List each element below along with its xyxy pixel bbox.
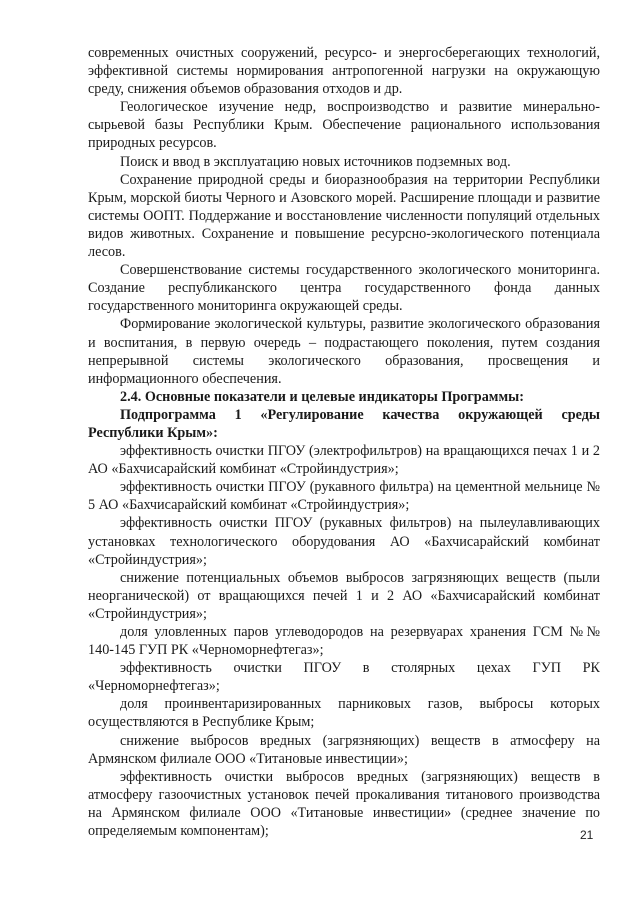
section-heading	[88, 388, 600, 406]
subprogram-heading	[88, 406, 600, 442]
indicator-item: эффективность очистки ПГОУ (электрофильтров) на вращающихся печах 1 и 2 АО «Бахчисарайский комбинат «Стройиндустрия»;	[88, 443, 600, 478]
paragraph: Геологическое изучение недр, воспроизводство и развитие минерально-сырьевой базы Республики Крым. Обеспечение рационального использования природных ресурсов.	[88, 99, 600, 152]
paragraph: Совершенствование системы государственного экологического мониторинга. Создание республиканского центра государственного фонда данных государственного мониторинга окружающей среды.	[88, 262, 600, 315]
indicator-item: эффективность очистки выбросов вредных (загрязняющих) веществ в атмосферу газоочистных установок печей прокаливания титанового производства на Армянском филиале ООО «Титановые инвестиции» (среднее значение по определяемым компонентам);	[88, 768, 600, 840]
indicator-item: доля проинвентаризированных парниковых газов, выбросы которых осуществляются в Республике Крым;	[88, 696, 600, 731]
page-body	[88, 44, 600, 840]
page-number: 21	[580, 828, 594, 842]
indicator-item: эффективность очистки ПГОУ в столярных цехах ГУП РК «Черноморнефтегаз»;	[88, 660, 600, 695]
indicator-item: эффективность очистки ПГОУ (рукавных фильтров) на пылеулавливающих установках технологического оборудования АО «Бахчисарайский комбинат «Стройиндустрия»;	[88, 515, 600, 568]
paragraph: Поиск и ввод в эксплуатацию новых источников подземных вод.	[120, 153, 511, 170]
subprogram-heading-text: Подпрограмма 1 «Регулирование качества окружающей среды Республики Крым»:	[88, 406, 600, 441]
paragraph: Сохранение природной среды и биоразнообразия на территории Республики Крым, морской биоты Черного и Азовского морей. Расширение площади и развитие системы ООПТ. Поддержание и восстановление численности популяций отдельных видов животных. Сохранение и повышение ресурсно-экологического потенциала лесов.	[88, 171, 600, 261]
paragraph: Формирование экологической культуры, развитие экологического образования и воспитания, в первую очередь – подрастающего поколения, путем создания непрерывной системы экологического образования, просвещения и информационного обеспечения.	[88, 316, 600, 387]
indicator-item: эффективность очистки ПГОУ (рукавного фильтра) на цементной мельнице № 5 АО «Бахчисарайский комбинат «Стройиндустрия»;	[88, 479, 600, 514]
indicator-item: снижение потенциальных объемов выбросов загрязняющих веществ (пыли неорганической) от вращающихся печей 1 и 2 АО «Бахчисарайский комбинат «Стройиндустрия»;	[88, 569, 600, 622]
section-heading-text: 2.4. Основные показатели и целевые индикаторы Программы:	[120, 388, 524, 405]
indicator-item: снижение выбросов вредных (загрязняющих) веществ в атмосферу на Армянском филиале ООО «Титановые инвестиции»;	[88, 732, 600, 767]
paragraph: современных очистных сооружений, ресурсо- и энергосберегающих технологий, эффективной системы нормирования антропогенной нагрузки на окружающую среду, снижения объемов образования отходов и др.	[88, 45, 600, 98]
indicator-item: доля уловленных паров углеводородов на резервуарах хранения ГСМ №№ 140-145 ГУП РК «Черноморнефтегаз»;	[88, 624, 600, 659]
